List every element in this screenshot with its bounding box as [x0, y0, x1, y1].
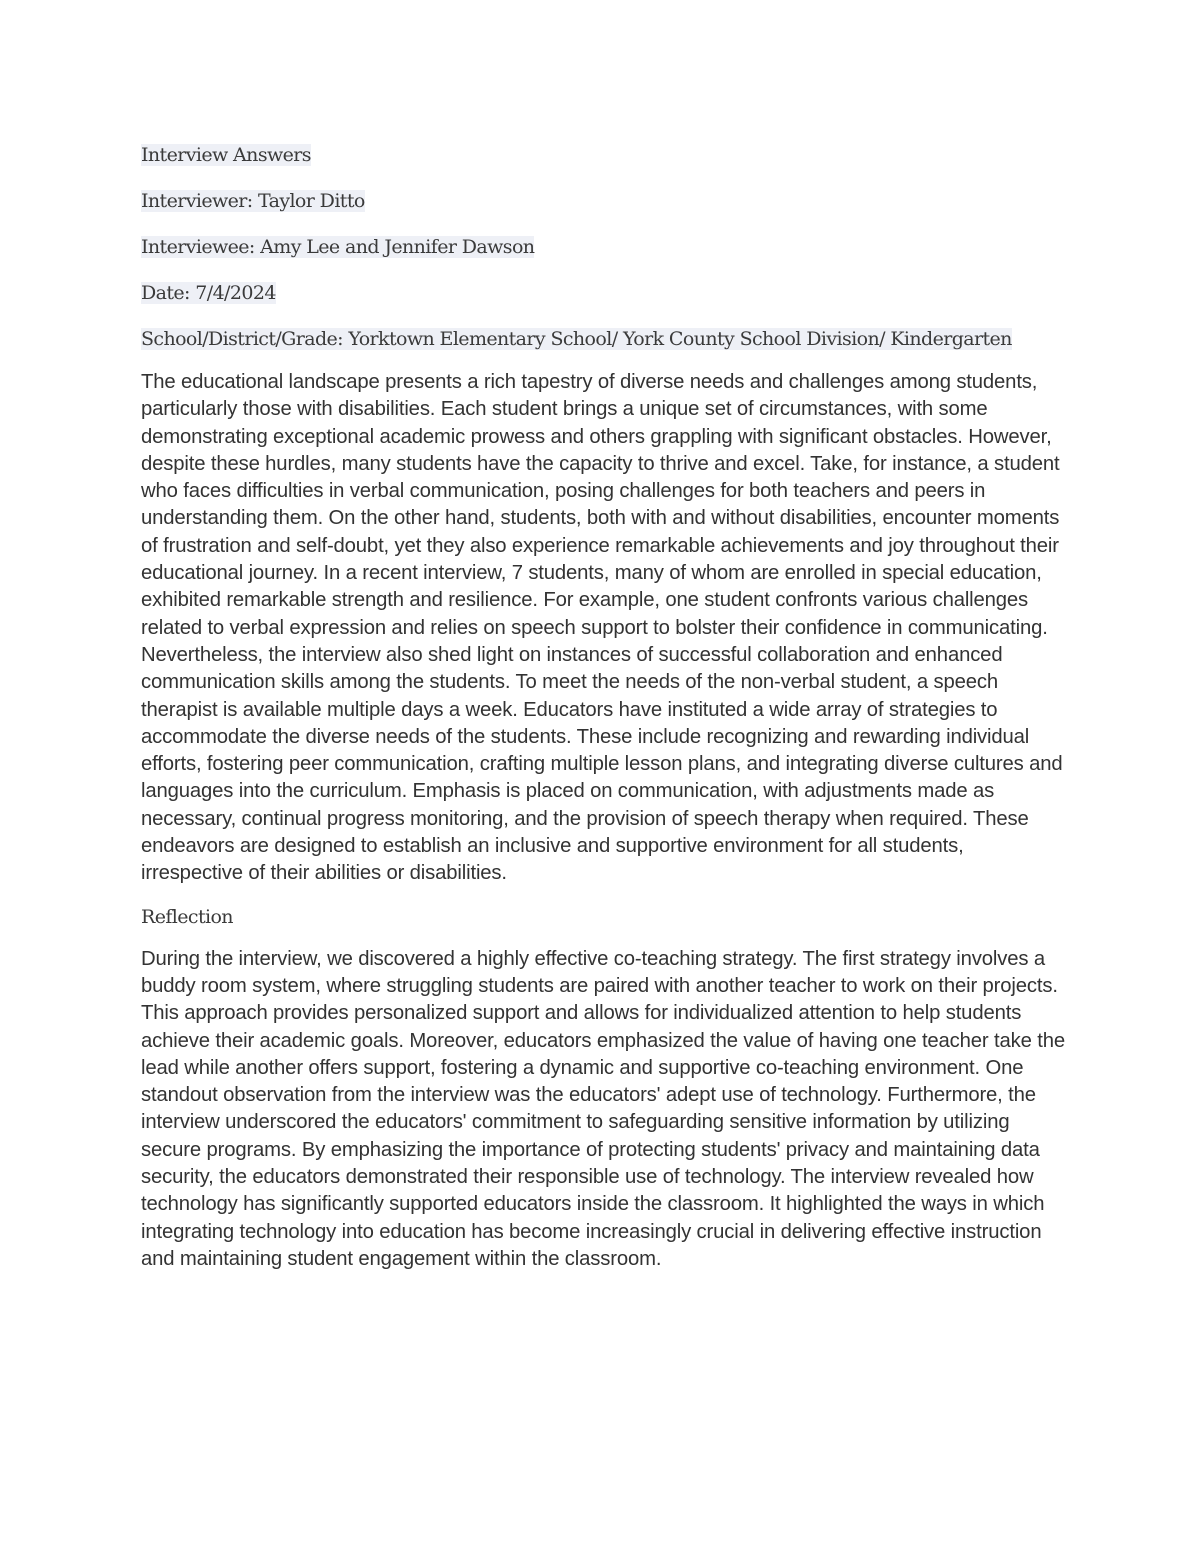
document-page [141, 140, 1066, 1273]
interview-summary-paragraph: The educational landscape presents a rich tapestry of diverse needs and challenges among students, particularly those with disabilities. Each student brings a unique set of circumstances, with some demonstrating exceptional academic prowess and others grappling with significant obstacles. However, despite these hurdles, many students have the capacity to thrive and excel. Take, for instance, a student who faces difficulties in verbal communication, posing challenges for both teachers and peers in understanding them. On the other hand, students, both with and without disabilities, encounter moments of frustration and self-doubt, yet they also experience remarkable achievements and joy throughout their educational journey. In a recent interview, 7 students, many of whom are enrolled in special education, exhibited remarkable strength and resilience. For example, one student confronts various challenges related to verbal expression and relies on speech support to bolster their confidence in communicating. Nevertheless, the interview also shed light on instances of successful collaboration and enhanced communication skills among the students. To meet the needs of the non-verbal student, a speech therapist is available multiple days a week. Educators have instituted a wide array of strategies to accommodate the diverse needs of the students. These include recognizing and rewarding individual efforts, fostering peer communication, crafting multiple lesson plans, and integrating diverse cultures and languages into the curriculum. Emphasis is placed on communication, with adjustments made as necessary, continual progress monitoring, and the provision of speech therapy when required. These endeavors are designed to establish an inclusive and supportive environment for all students, irrespective of their abilities or disabilities. [141, 371, 1063, 885]
school-line [141, 324, 1066, 355]
date-text: Date: 7/4/2024 [141, 282, 276, 304]
interviewer-text: Interviewer: Taylor Ditto [141, 190, 365, 212]
date-line [141, 278, 1066, 309]
interviewee-text: Interviewee: Amy Lee and Jennifer Dawson [141, 236, 535, 258]
reflection-heading: Reflection [141, 905, 233, 928]
document-title-text: Interview Answers [141, 144, 311, 166]
document-title [141, 140, 1066, 171]
interviewer-line [141, 186, 1066, 217]
school-text: School/District/Grade: Yorktown Elementary School/ York County School Division/ Kindergarten [141, 328, 1012, 350]
reflection-paragraph: During the interview, we discovered a highly effective co-teaching strategy. The first strategy involves a buddy room system, where struggling students are paired with another teacher to work on their projects. This approach provides personalized support and allows for individualized attention to help students achieve their academic goals. Moreover, educators emphasized the value of having one teacher take the lead while another offers support, fostering a dynamic and supportive co-teaching environment. One standout observation from the interview was the educators' adept use of technology. Furthermore, the interview underscored the educators' commitment to safeguarding sensitive information by utilizing secure programs. By emphasizing the importance of protecting students' privacy and maintaining data security, the educators demonstrated their responsible use of technology. The interview revealed how technology has significantly supported educators inside the classroom. It highlighted the ways in which integrating technology into education has become increasingly crucial in delivering effective instruction and maintaining student engagement within the classroom. [141, 947, 1065, 1270]
interviewee-line [141, 232, 1066, 263]
